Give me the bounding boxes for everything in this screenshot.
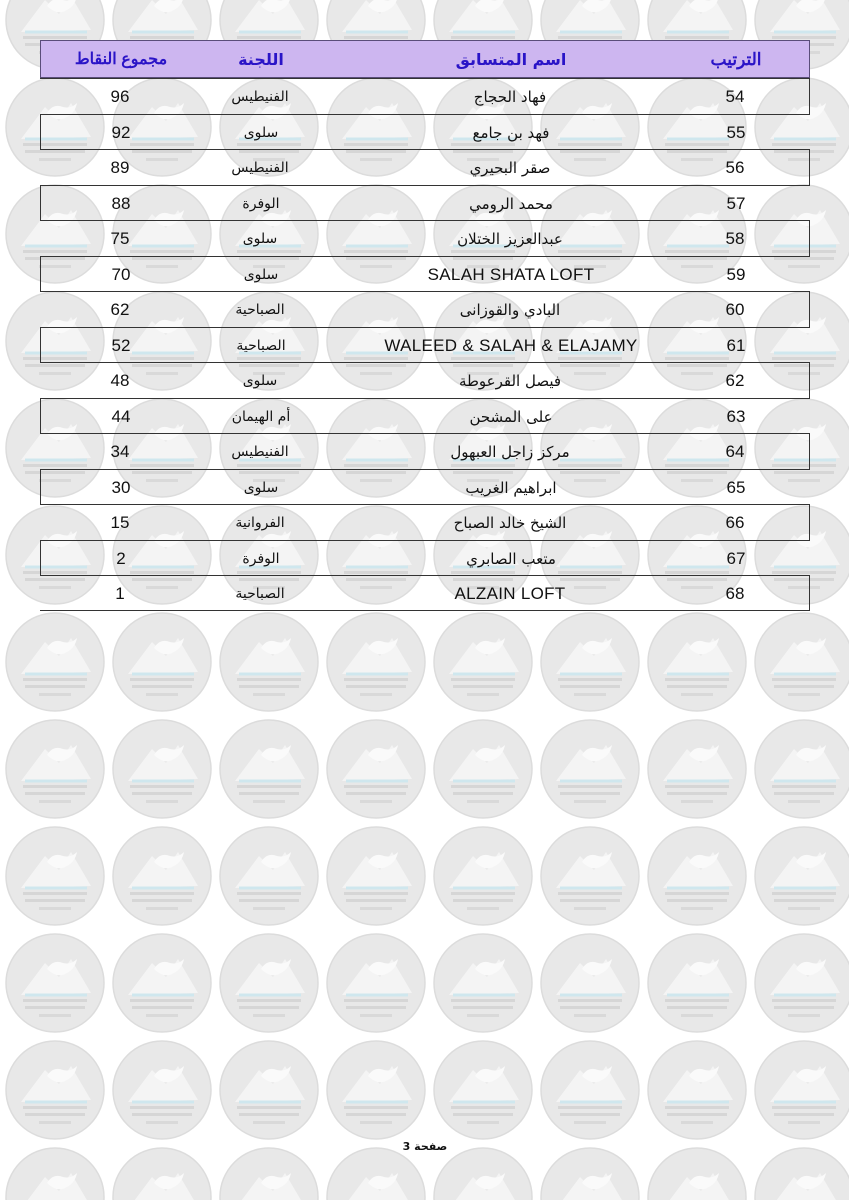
watermark-logo-icon — [755, 827, 849, 925]
watermark-logo-icon — [434, 934, 532, 1032]
table-row — [40, 256, 810, 292]
watermark-logo-icon — [113, 1148, 211, 1200]
watermark-logo-icon — [327, 613, 425, 711]
watermark-logo-icon — [220, 827, 318, 925]
cell-committee: أم الهيمان — [231, 408, 291, 425]
cell-name: صقر البحيري — [469, 159, 551, 177]
watermark-logo-icon — [113, 720, 211, 818]
cell-points: 75 — [110, 229, 130, 248]
cell-rank: 67 — [726, 548, 746, 568]
cell-points: 48 — [110, 371, 130, 390]
table-row — [40, 504, 810, 540]
watermark-logo-icon — [6, 1041, 104, 1139]
table-row — [40, 149, 810, 185]
cell-rank: 62 — [725, 371, 745, 390]
watermark-logo-icon — [434, 1148, 532, 1200]
watermark-logo-icon — [541, 1148, 639, 1200]
watermark-logo-icon — [434, 827, 532, 925]
watermark-logo-icon — [648, 1041, 746, 1139]
watermark-logo-icon — [6, 934, 104, 1032]
cell-rank: 65 — [726, 477, 746, 497]
cell-rank: 56 — [725, 158, 745, 177]
cell-committee: الصباحية — [236, 337, 286, 354]
watermark-logo-icon — [648, 613, 746, 711]
watermark-logo-icon — [541, 613, 639, 711]
cell-committee: الفنيطيس — [231, 160, 289, 176]
watermark-logo-icon — [541, 1041, 639, 1139]
cell-rank: 59 — [726, 264, 746, 284]
watermark-logo-icon — [648, 934, 746, 1032]
cell-rank: 63 — [726, 406, 746, 426]
cell-name: متعب الصابري — [466, 549, 556, 568]
results-table — [40, 40, 810, 611]
cell-points: 1 — [115, 584, 125, 603]
cell-points: 2 — [116, 548, 126, 568]
cell-committee: سلوى — [243, 124, 279, 141]
watermark-logo-icon — [755, 720, 849, 818]
cell-rank: 57 — [726, 193, 746, 213]
watermark-logo-icon — [434, 613, 532, 711]
table-row — [40, 398, 810, 434]
cell-name: البادي والقوزانى — [459, 301, 561, 319]
page-number: صفحة 3 — [402, 1140, 448, 1153]
cell-name: عبدالعزيز الختلان — [457, 230, 563, 248]
watermark-logo-icon — [113, 613, 211, 711]
watermark-logo-icon — [434, 720, 532, 818]
cell-committee: سلوى — [242, 373, 278, 389]
watermark-logo-icon — [755, 934, 849, 1032]
cell-name: فهاد الحجاج — [473, 88, 547, 106]
table-header — [40, 40, 810, 78]
cell-committee: الفروانية — [235, 515, 285, 531]
cell-rank: 64 — [725, 442, 745, 461]
watermark-logo-icon — [6, 1148, 104, 1200]
cell-rank: 68 — [725, 584, 745, 603]
cell-name: الشيخ خالد الصباح — [453, 514, 567, 532]
cell-name: SALAH SHATA LOFT — [427, 264, 595, 284]
cell-points: 62 — [110, 300, 130, 319]
table-row — [40, 114, 810, 150]
cell-rank: 61 — [726, 335, 746, 355]
cell-name: على المشحن — [469, 407, 553, 426]
watermark-logo-icon — [220, 720, 318, 818]
watermark-logo-icon — [220, 1148, 318, 1200]
cell-name: ابراهيم الغريب — [465, 478, 557, 497]
cell-points: 88 — [111, 193, 131, 213]
table-row — [40, 220, 810, 256]
header-points: مجموع النقاط — [74, 51, 168, 68]
cell-committee: الفنيطيس — [231, 89, 289, 105]
header-committee: اللجنة — [238, 50, 284, 69]
cell-committee: سلوى — [242, 231, 278, 247]
cell-rank: 66 — [725, 513, 745, 532]
watermark-logo-icon — [6, 720, 104, 818]
watermark-logo-icon — [755, 1148, 849, 1200]
table-body — [40, 78, 810, 611]
cell-name: WALEED & SALAH & ELAJAMY — [384, 335, 638, 355]
watermark-logo-icon — [113, 1041, 211, 1139]
cell-name: محمد الرومي — [469, 194, 553, 213]
cell-name: مركز زاجل العبهول — [450, 443, 570, 461]
cell-points: 70 — [111, 264, 131, 284]
cell-name: ALZAIN LOFT — [454, 584, 566, 603]
cell-rank: 58 — [725, 229, 745, 248]
watermark-logo-icon — [648, 720, 746, 818]
table-row — [40, 185, 810, 221]
watermark-logo-icon — [541, 827, 639, 925]
table-row — [40, 540, 810, 576]
cell-points: 15 — [110, 513, 130, 532]
watermark-logo-icon — [541, 720, 639, 818]
watermark-logo-icon — [113, 934, 211, 1032]
watermark-logo-icon — [648, 1148, 746, 1200]
watermark-logo-icon — [327, 1041, 425, 1139]
cell-points: 44 — [111, 406, 131, 426]
header-name: اسم المتسابق — [455, 50, 567, 69]
cell-points: 89 — [110, 158, 130, 177]
cell-committee: الوفرة — [242, 550, 280, 567]
cell-committee: الفنيطيس — [231, 444, 289, 460]
table-row — [40, 433, 810, 469]
table-row — [40, 291, 810, 327]
watermark-logo-icon — [113, 827, 211, 925]
watermark-logo-icon — [541, 934, 639, 1032]
cell-name: فهد بن جامع — [472, 123, 550, 142]
cell-committee: الوفرة — [242, 195, 280, 212]
watermark-logo-icon — [327, 720, 425, 818]
cell-committee: الصباحية — [235, 302, 285, 318]
table-row — [40, 469, 810, 505]
table-row — [40, 575, 810, 611]
watermark-logo-icon — [327, 934, 425, 1032]
cell-points: 96 — [110, 87, 130, 106]
cell-rank: 54 — [725, 87, 745, 106]
table-row — [40, 327, 810, 363]
header-rank: الترتيب — [710, 50, 762, 69]
watermark-logo-icon — [220, 934, 318, 1032]
cell-committee: الصباحية — [235, 586, 285, 602]
cell-rank: 60 — [725, 300, 745, 319]
cell-name: فيصل القرعوطة — [458, 372, 562, 390]
cell-committee: سلوى — [243, 479, 279, 496]
table-row — [40, 78, 810, 114]
cell-points: 34 — [110, 442, 130, 461]
watermark-logo-icon — [6, 613, 104, 711]
watermark-logo-icon — [220, 1041, 318, 1139]
cell-rank: 55 — [726, 122, 746, 142]
cell-committee: سلوى — [243, 266, 279, 283]
watermark-logo-icon — [434, 1041, 532, 1139]
table-row — [40, 362, 810, 398]
watermark-logo-icon — [327, 1148, 425, 1200]
watermark-logo-icon — [327, 827, 425, 925]
watermark-logo-icon — [648, 827, 746, 925]
cell-points: 92 — [111, 122, 131, 142]
watermark-logo-icon — [755, 613, 849, 711]
watermark-logo-icon — [755, 1041, 849, 1139]
watermark-logo-icon — [6, 827, 104, 925]
watermark-logo-icon — [220, 613, 318, 711]
cell-points: 30 — [111, 477, 131, 497]
cell-points: 52 — [111, 335, 131, 355]
